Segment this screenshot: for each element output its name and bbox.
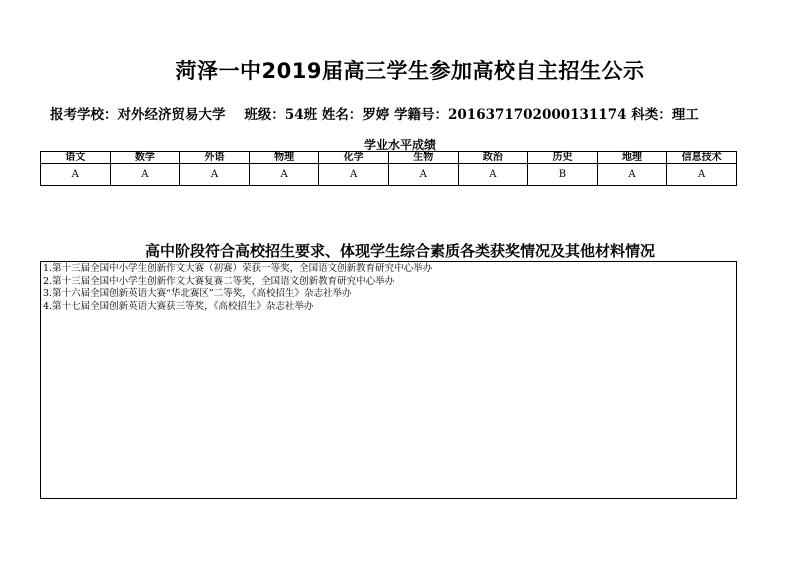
grade-header: 信息技术 [667,152,737,164]
awards-box [40,261,737,499]
grades-table [40,151,737,186]
grade-value: A [388,164,458,186]
id-value: 2016371702000131174 [448,107,627,123]
grades-value-row [41,164,737,186]
grade-value: A [249,164,319,186]
grades-header-row [41,152,737,164]
grade-value: A [319,164,389,186]
grade-header: 外语 [180,152,250,164]
grades-section-title: 学业水平成绩 [363,138,436,152]
grade-value: A [41,164,111,186]
name-label: 姓名： [321,107,363,123]
school-label: 报考学校： [50,107,118,123]
award-item: 3.第十六届全国创新英语大赛“华北赛区”二等奖，《高校招生》杂志社举办 [43,288,352,299]
class-value: 54班 [284,107,318,123]
grade-value: A [597,164,667,186]
grade-header: 化学 [319,152,389,164]
award-item: 4.第十七届全国创新英语大赛获三等奖，《高校招生》杂志社举办 [43,300,314,312]
award-item: 2.第十三届全国中小学生创新作文大赛复赛二等奖，全国语文创新教育研究中心举办 [43,275,395,287]
grade-value: A [110,164,180,186]
subject-label: 科类： [631,107,672,123]
id-label: 学籍号： [394,107,449,123]
student-info [50,103,699,123]
grade-value: A [667,164,737,186]
subject-value: 理工 [671,107,699,123]
grade-value: B [528,164,598,186]
page-title: 菏泽一中2019届高三学生参加高校自主招生公示 [175,59,645,83]
class-label: 班级： [244,107,285,123]
grade-header: 政治 [458,152,528,164]
grade-value: A [458,164,528,186]
school-value: 对外经济贸易大学 [117,107,226,123]
grade-header: 地理 [597,152,667,164]
grade-header: 物理 [249,152,319,164]
name-value: 罗婷 [362,107,390,123]
grade-header: 语文 [41,152,111,164]
award-item: 1.第十三届全国中小学生创新作文大赛（初赛）荣获一等奖，全国语文创新教育研究中心举办 [43,263,433,274]
grade-header: 数学 [110,152,180,164]
grade-header: 生物 [388,152,458,164]
grade-value: A [180,164,250,186]
awards-section-title: 高中阶段符合高校招生要求、体现学生综合素质各类获奖情况及其他材料情况 [144,242,655,260]
grade-header: 历史 [528,152,598,164]
